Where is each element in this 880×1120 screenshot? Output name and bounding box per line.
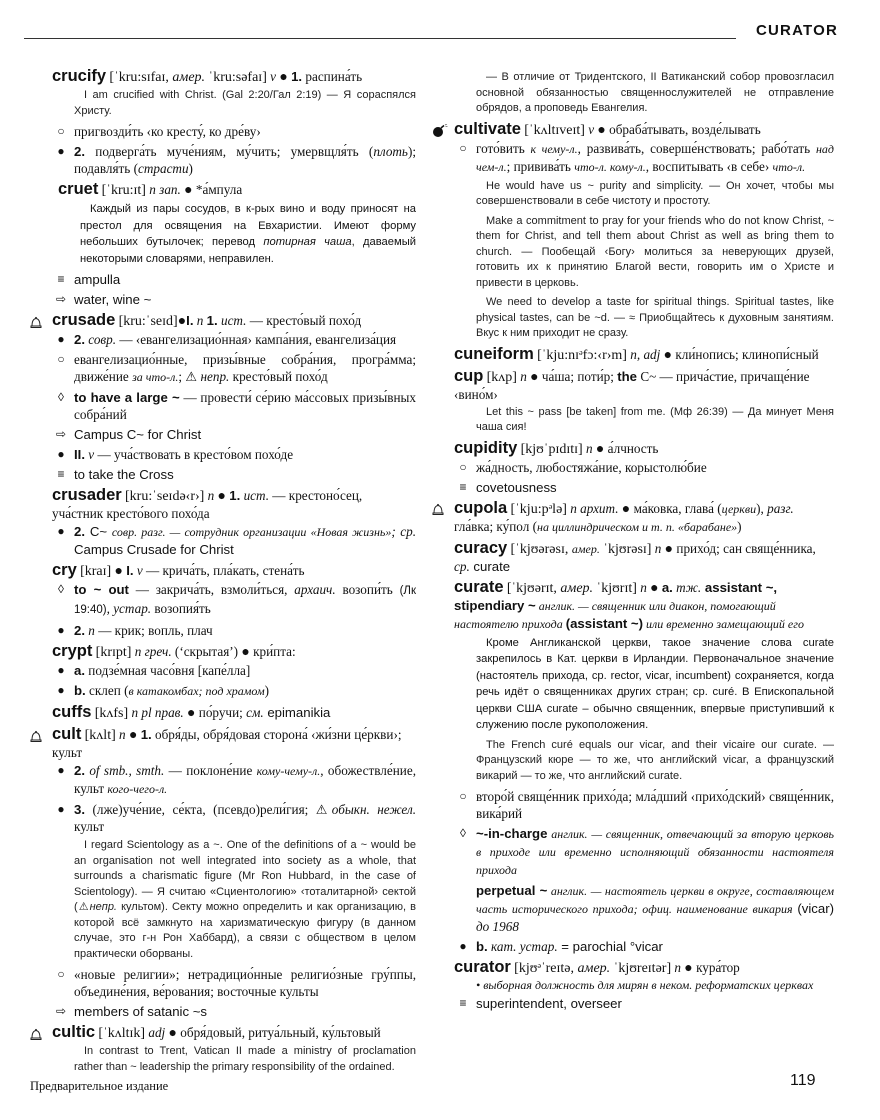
pronunciation: [ˈkʌltɪk]	[98, 1026, 146, 1041]
example: I am crucified with Christ. (Gal 2:20/Гал 2:19) — Я сораспялся Христу.	[74, 89, 416, 117]
sense-b: ● b. склеп (в катакомбах; под храмом)	[52, 682, 416, 700]
pronunciation: [ˈkju:nɪᵊfɔ:‹r›m]	[537, 347, 627, 363]
entry-cry: cry [kraɪ] ● I. v — крича́ть, пла́кать, стена́ть ◊ to ~ out — закрича́ть, взмоли́ться, архаич. возопи́ть (Лк 19:40), устар. возопия́ть ● 2. n — крик; вопль, плач	[52, 561, 416, 638]
entry-curator: curator [kjʊᵊˈreɪtə, амер. ˈkjʊreɪtər] n ● кура́тор • выборная должность для мирян в неком. реформатских церквах ≡ superintendent, overseer	[454, 959, 834, 1012]
bullet-icon: ●	[57, 447, 65, 461]
sense-circle: ○ жа́дность, любостяжа́ние, корыстолю́бие	[454, 459, 834, 476]
sense-2: ● 2. n — крик; вопль, плач	[52, 622, 416, 639]
bullet-icon: ●	[241, 645, 250, 660]
example: The French curé equals our vicar, and their vicaire our curate. — Французский кюре — то же, что английский vicar, а французский викарий — то же, что английский curate.	[476, 738, 834, 782]
entry-cultivate: cultivate [ˈkʌltɪveɪt] v ● обраба́тывать, возде́лывать ○ гото́вить к чему-л., развива́ть, соверше́нствовать; рабо́тать над чем-л.; привива́ть что-л. кому-л., воспитывать ‹в себе› что-л. He would have us ~ purity and simplicity. — Он хочет, чтобы мы совершенствовали в себе чистоту и простоту. Make a commitment to pray for your friends who do not know Christ, ~ them for Christ, and tell them about Christ as well as bring them to church. — Пообещай ‹Богу› молиться за неверующих друзей, готовить их к принятию Благой вести, говорить им о Христе и привести в церковь. We need to develop a taste for spiritual things. Spiritual tastes, like physical tastes, can be ~d. — ≈ Приобщайтесь к духовным занятиям. Вкус к ним приходит не сразу.	[454, 121, 834, 342]
example: He would have us ~ purity and simplicity. — Он хочет, чтобы мы совершенствовали в себе чистоту и простоту.	[476, 179, 834, 207]
sense-2: ● 2. совр. — ‹евангелизацио́нная› кампа́ния, евангелиза́ция	[52, 331, 416, 348]
bullet-icon: ●	[57, 144, 65, 158]
equiv-icon: ≡	[459, 479, 467, 494]
pronunciation: [ˈkru:ɪt]	[101, 183, 146, 198]
sense-number: 1.	[291, 69, 303, 84]
bullet-icon: ●	[595, 441, 605, 457]
bullet-icon: ●	[57, 763, 65, 777]
usage-note: • выборная должность для мирян в неком. реформатских церквах	[476, 978, 814, 992]
arrow-right-icon: ⇨	[55, 1004, 67, 1018]
headword: curator	[454, 958, 511, 976]
bullet-icon: ●	[279, 70, 288, 85]
bullet-icon: ●	[57, 663, 65, 677]
bullet-icon: ●	[57, 524, 65, 538]
bell-icon	[30, 1026, 42, 1043]
pronunciation: [kjʊᵊˈreɪtə, амер. ˈkjʊreɪtər]	[514, 961, 672, 976]
sense-2: ● 2. of smb., smth. — поклоне́ние кому-чему-л., обожествле́ние, культ кого-чего-л.	[52, 762, 416, 798]
pronunciation: [ˈkjʊərɪt, амер. ˈkjʊrɪt]	[506, 580, 637, 596]
part-of-speech: n зап.	[145, 182, 185, 197]
usage-note: Каждый из пары сосудов, в к-рых вино и воду приносят на престол для освящения на Евхаристии. Имеют форму небольших бутылочек; перевод потирная чаша, даваемый некоторыми словарями, неправилен.	[80, 203, 416, 265]
circle-icon: ○	[459, 459, 467, 474]
pronunciation: [ˈkru:sɪfaɪ, амер. ˈkru:səfaɪ]	[109, 70, 267, 85]
circle-icon: ○	[57, 967, 65, 981]
synonym: ≡ superintendent, overseer	[454, 995, 834, 1012]
circle-icon: ○	[57, 352, 65, 366]
entry-cruet	[52, 181, 416, 308]
bell-icon	[432, 502, 444, 519]
bullet-icon: ●	[168, 1026, 177, 1041]
arrow-right-icon: ⇨	[55, 427, 67, 441]
arrow-right-icon: ⇨	[55, 292, 67, 306]
bullet-icon: ●	[57, 802, 65, 816]
bell-icon	[30, 728, 42, 745]
pronunciation: [ˈkju:pᵊlə]	[510, 501, 567, 517]
bomb-icon	[432, 123, 448, 140]
header-rule	[24, 38, 736, 39]
synonym: ≡ to take the Cross	[52, 466, 416, 483]
pronunciation: [ˈkjʊərəsɪ, амер. ˈkjʊrəsɪ]	[510, 541, 652, 557]
bullet-icon: ●	[217, 489, 226, 504]
pronunciation: [kjʊˈpɪdɪtɪ]	[520, 441, 583, 457]
idiom: ◊ to ~ out — закрича́ть, взмоли́ться, архаич. возопи́ть (Лк 19:40), устар. возопия́ть	[52, 581, 416, 619]
headword: crusade	[52, 311, 116, 329]
bullet-icon: ●	[128, 728, 138, 743]
entry-curacy: curacy [ˈkjʊərəsɪ, амер. ˈkjʊrəsɪ] n ● прихо́д; сан свяще́нника, ср. curate	[454, 538, 816, 574]
sense-a: ● a. подзе́мная часо́вня [капе́лла]	[52, 662, 416, 679]
entry-crusader: crusader [kru:ˈseɪdə‹r›] n ● 1. ист. — крестоно́сец, уча́стник кресто́вого похо́да ● 2. C~ совр. разг. — сотрудник организации «Новая жизнь»; ср. Campus Crusade for Christ	[52, 486, 416, 557]
headword: cupola	[454, 498, 508, 517]
bullet-icon: ●	[459, 939, 467, 953]
entry-crusade: crusade [kru:ˈseɪd]●I. n 1. ист. — кресто́вый похо́д ● 2. совр. — ‹евангелизацио́нная› кампа́ния, евангелиза́ция ○ евангелизацио́нные, призы́вные собра́ния, програ́мма; движе́ние за что-л.; ⚠ непр. кресто́вый похо́д ◊ to have a large ~ — провести́ се́рию ма́ссовых призы́вных собра́ний ⇨ Campus C~ for Christ ● II. v — уча́ствовать в кресто́вом похо́де ≡ to take the Cross	[52, 312, 416, 483]
bullet-icon: ●	[114, 564, 123, 579]
entry-cupola: cupola [ˈkju:pᵊlə] n архит. ● ма́ковка, глава́ (церкви), разг. гла́вка; ку́пол (на циллиндрическом и т. п. «барабане»)	[454, 500, 834, 536]
left-column	[52, 68, 416, 1079]
pronunciation: [kraɪ]	[80, 564, 112, 579]
headword: crypt	[52, 642, 93, 660]
running-head: CURATOR	[755, 22, 838, 39]
headword: curacy	[454, 538, 508, 557]
sense-circle: ○ пригвозди́ть ‹ко кресту́, ко дре́ву›	[52, 123, 416, 140]
sense-2: ● 2. подверга́ть муче́ниям, му́чить; умервщля́ть (плоть); подавля́ть (страсти)	[52, 143, 416, 177]
circle-icon: ○	[459, 789, 467, 803]
equiv-icon: ≡	[459, 996, 467, 1010]
bullet-icon: ●	[664, 541, 674, 557]
entry-crucify	[52, 68, 416, 177]
bullet-icon: ●	[177, 314, 187, 329]
entry-crypt: crypt [krɪpt] n греч. (‘скрытая’) ● кри́пта: ● a. подзе́мная часо́вня [капе́лла] ● b. склеп (в катакомбах; под храмом)	[52, 643, 416, 700]
idiom: perpetual ~ англик. — настоятель церкви в округе, составляющем часть исторического прихода; офиц. наименование викария (vicar) до 1968	[476, 883, 834, 934]
bullet-icon: ●	[57, 332, 65, 346]
idiom: ◊ ~-in-charge англик. — священник, отвечающий за вторую церковь в приходе или временно исполняющий обязанности настоятеля прихода	[454, 825, 834, 879]
bullet-icon: ●	[184, 183, 193, 198]
usage-note: Кроме Англиканской церкви, такое значение слова curate закрепилось в Кат. церкви в Ирландии. Первоначальное значение (настоятель прихода, ср. rector, vicar, incumbent) сохраняется, когда речь идёт о священниках других стран; ср. curé. В Епископальной церкви США curate – обычно священник, впервые приступивший к служению после рукоположения.	[476, 636, 834, 731]
edition-label: Предварительное издание	[30, 1079, 169, 1093]
headword: curate	[454, 577, 504, 596]
pronunciation: [kʌp]	[486, 369, 517, 385]
sense-2: ● 2. C~ совр. разг. — сотрудник организации «Новая жизнь»; ср. Campus Crusade for Christ	[52, 523, 416, 558]
entry-cupidity: cupidity [kjʊˈpɪdɪtɪ] n ● а́лчность ○ жа́дность, любостяжа́ние, корыстолю́бие ≡ covetousness	[454, 440, 834, 496]
warning-triangle-icon: ⚠	[315, 802, 332, 817]
bullet-icon: ●	[597, 122, 606, 138]
pronunciation: [krɪpt]	[95, 645, 132, 660]
bell-icon	[30, 314, 42, 331]
headword: cuneiform	[454, 344, 534, 363]
entry-curate: curate [ˈkjʊərɪt, амер. ˈkjʊrɪt] n ● a. тж. assistant ~, stipendiary ~ англик. — священник или диакон, помогающий настоятелю прихода (assistant ~) или временно замещающий его Кроме Англиканской церкви, такое значение слова curate закрепилось в Кат. церкви в Ирландии. Первоначальное значение (настоятель прихода, ср. rector, vicar, incumbent) сохраняется, когда речь идёт о священниках других стран; ср. curé. В Епископальной церкви США curate – обычно священник, впервые приступивший к служению после рукоположения. The French curé equals our vicar, and their vicaire our curate. — Французский кюре — то же, что английский vicar, а французский викарий — то же, что английский curate. ○ второ́й свяще́нник прихо́да; мла́дший ‹прихо́дский› свяще́нник, вика́рий ◊ ~-in-charge англик. — священник, отвечающий за вторую церковь в приходе или временно исполняющий обязанности настоятеля прихода perpetual ~ англик. — настоятель церкви в округе, составляющем часть исторического прихода; офиц. наименование викария (vicar) до 1968 ● b. кат. устар. = parochial °vicar	[454, 577, 834, 954]
pronunciation: [kʌfs]	[94, 706, 129, 721]
example: We need to develop a taste for spiritual things. Spiritual tastes, like physical tastes, can be ~d. — ≈ Приобщайтесь к духовным занятиям. Вкус к ним приходит не сразу.	[476, 296, 834, 339]
pronunciation: [kʌlt]	[84, 728, 116, 743]
headword: cupidity	[454, 438, 518, 457]
diamond-icon: ◊	[58, 390, 64, 404]
headword: cup	[454, 366, 484, 385]
bullet-icon: ●	[621, 501, 631, 517]
bullet-icon: ●	[650, 580, 659, 596]
bullet-icon: ●	[57, 623, 65, 637]
headword: cultivate	[454, 119, 521, 138]
bullet-icon: ●	[187, 706, 196, 721]
right-column	[454, 70, 834, 1016]
translation: распина́ть	[302, 69, 363, 84]
sense-circle: ○ евангелизацио́нные, призы́вные собра́ния, програ́мма; движе́ние за что-л.; ⚠ непр. кресто́вый похо́д	[52, 351, 416, 386]
bullet-icon: ●	[684, 961, 693, 976]
bullet-icon: ●	[663, 347, 673, 363]
headword: cruet	[58, 180, 99, 198]
entry-cup: cup [kʌp] n ● ча́ша; поти́р; the C~ — прича́стие, причаще́ние ‹вино́м› Let this ~ pass [be taken] from me. (Мф 26:39) — Да минует Меня чаша сия!	[454, 368, 834, 436]
idiom: ◊ to have a large ~ — провести́ се́рию ма́ссовых призы́вных собра́ний	[52, 389, 416, 423]
example: In contrast to Trent, Vatican II made a ministry of proclamation rather than ~ leadership the primary responsibility of the ordained.	[74, 1045, 416, 1073]
pronunciation: [kru:ˈseɪd]	[118, 314, 178, 329]
circle-icon: ○	[459, 140, 467, 155]
see-also: ⇨ water, wine ~	[55, 292, 152, 307]
equiv-icon: ≡	[57, 467, 65, 481]
circle-icon: ○	[57, 124, 65, 138]
sense-circle: ○ гото́вить к чему-л., развива́ть, соверше́нствовать; рабо́тать над чем-л.; привива́ть что-л. кому-л., воспитывать ‹в себе› что-л.	[454, 140, 834, 176]
entry-cult: cult [kʌlt] n ● 1. обря́ды, обря́довая сторона́ ‹жи́зни це́ркви›; культ ● 2. of smb., smth. — поклоне́ние кому-чему-л., обожествле́ние, культ кого-чего-л. ● 3. (лже)уче́ние, се́кта, (псевдо)рели́гия; ⚠обыкн. нежел. культ I regard Scientology as a ~. One of the definitions of a ~ would be an organisation not well integrated into society as a whole, that surrounds a charismatic figure (Mr Ron Hubbard, in the case of Scientology). — Я считаю «Сциентологию» ‹тоталитарной› сектой (⚠непр. культом). Секту можно определить и как организацию, в которой всё замкнуто на харизматическую фигуру (в данном случае, это г-н Рон Хаббард), а связи с обществом в целом практически оборваны. ○ «новые религии»; нетрадицио́нные религио́зные гру́ппы, объедине́ния, ве́рования; восточные культы ⇨ members of satanic ~s	[52, 726, 416, 1020]
warning-triangle-icon: ⚠	[77, 901, 90, 913]
headword: crusader	[52, 486, 122, 504]
headword: cuffs	[52, 703, 92, 721]
pronunciation: [kru:ˈseɪdə‹r›]	[125, 489, 205, 504]
bullet-icon: ●	[57, 683, 65, 697]
headword: cry	[52, 561, 77, 579]
page-number: 119	[790, 1072, 816, 1089]
entry-cuneiform: cuneiform [ˈkju:nɪᵊfɔ:‹r›m] n, adj ● кли́нопись; клинопи́сный	[454, 344, 819, 363]
sense-circle: ○ второ́й свяще́нник прихо́да; мла́дший ‹прихо́дский› свяще́нник, вика́рий	[454, 788, 834, 822]
pronunciation: [ˈkʌltɪveɪt]	[524, 122, 585, 138]
entry-cuffs: cuffs [kʌfs] n pl прав. ● по́ручи; см. epimanikia	[52, 703, 331, 721]
sense-circle: ○ «новые религии»; нетрадицио́нные религио́зные гру́ппы, объедине́ния, ве́рования; восточные культы	[52, 966, 416, 1000]
equiv-icon: ≡	[57, 272, 65, 286]
synonym: ≡ ampulla	[52, 271, 416, 288]
example-continuation: — В отличие от Тридентского, II Ватиканский собор провозгласил основной обязанностью священнослужителей не отправление обрядов, а проповедь Евангелия.	[476, 71, 834, 114]
see-also: ⇨ members of satanic ~s	[55, 1004, 208, 1019]
synonym: ≡ covetousness	[454, 479, 834, 496]
sense-b: ● b. кат. устар. = parochial °vicar	[454, 938, 834, 955]
diamond-icon: ◊	[460, 826, 466, 840]
see-also: ⇨ Campus C~ for Christ	[55, 427, 202, 442]
example: I regard Scientology as a ~. One of the definitions of a ~ would be an organisation not well integrated into society as a whole, that surrounds a charismatic figure (Mr Ron Hubbard, in the case of Scientology). — Я считаю «Сциентологию» ‹тоталитарной› сектой (⚠непр. культом). Секту можно определить и как организацию, в которой всё замкнуто на харизматическую фигуру (в данном случае, это г-н Рон Хаббард), а связи с обществом в целом практически оборваны.	[74, 839, 416, 960]
headword: crucify	[52, 67, 107, 85]
entry-cultic: cultic [ˈkʌltɪk] adj ● обря́довый, ритуа́льный, ку́льтовый In contrast to Trent, Vatican II made a ministry of proclamation rather than ~ leadership the primary responsibility of the ordained.	[52, 1024, 416, 1075]
translation: *а́мпула	[195, 182, 243, 197]
diamond-icon: ◊	[58, 582, 64, 596]
part-of-speech: v	[266, 69, 280, 84]
example: Let this ~ pass [be taken] from me. (Мф 26:39) — Да минует Меня чаша сия!	[476, 405, 834, 433]
warning-triangle-icon: ⚠	[185, 369, 198, 384]
headword: cult	[52, 725, 82, 743]
sense-II: ● II. v — уча́ствовать в кресто́вом похо́де	[52, 446, 416, 463]
headword: cultic	[52, 1023, 96, 1041]
sense-3: ● 3. (лже)уче́ние, се́кта, (псевдо)рели́гия; ⚠обыкн. нежел. культ	[52, 801, 416, 835]
example: Make a commitment to pray for your friends who do not know Christ, ~ them for Christ, and tell them about Christ as well as bring them to church. — Пообещай ‹Богу› молиться за неверующих друзей, готовить их к принятию Благой вести, говорить им о Христе и привести в церковь.	[476, 214, 834, 289]
bullet-icon: ●	[530, 369, 539, 385]
